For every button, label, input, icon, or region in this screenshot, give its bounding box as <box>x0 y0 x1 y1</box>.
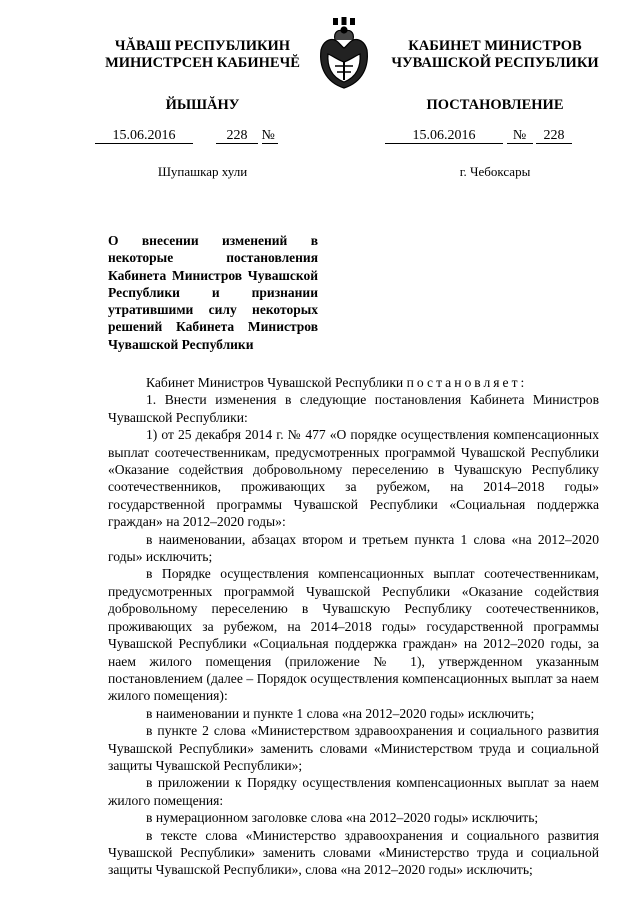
right-number-sign: № <box>507 128 533 144</box>
right-date: 15.06.2016 <box>385 128 503 144</box>
left-title-line-1: ЧĂВАШ РЕСПУБЛИКИН <box>114 38 291 54</box>
paragraph-7: в приложении к Порядку осуществления компенсационных выплат за наем жилого помещения: <box>108 775 599 808</box>
paragraph-8: в нумерационном заголовке слова «на 2012–2020 годы» исключить; <box>146 810 539 826</box>
document-title: О внесении изменений в некоторые постановления Кабинета Министров Чувашской Республики и признании утратившими силу некоторых решений Кабинета Министров Чувашской Республики <box>108 233 318 352</box>
intro-lead: Кабинет Министров Чувашской Республики <box>146 375 404 390</box>
right-city: г. Чебоксары <box>459 164 531 179</box>
right-header <box>385 38 605 72</box>
left-city: Шупашкар хули <box>157 164 248 179</box>
republic-emblem-icon <box>315 16 373 92</box>
paragraph-9: в тексте слова «Министерство здравоохранения и социального развития Чувашской Республики» заменить словами «Министерство труда и социальной защиты Чувашской Республики», слова «на 2012–2020 годы» исключить; <box>108 827 599 878</box>
paragraph-1: 1. Внести изменения в следующие постановления Кабинета Министров Чувашской Республики: <box>108 392 599 425</box>
paragraph-6: в пункте 2 слова «Министерством здравоохранения и социального развития Чувашской Республики» заменить словами «Министерством труда и социальной защиты Чувашской Республики»; <box>108 723 599 773</box>
right-title-line-1: КАБИНЕТ МИНИСТРОВ <box>408 38 582 54</box>
paragraph-5: в наименовании и пункте 1 слова «на 2012–2020 годы» исключить; <box>146 705 535 721</box>
right-title-line-2: ЧУВАШСКОЙ РЕСПУБЛИКИ <box>391 55 599 71</box>
intro-verb: постановляет: <box>406 375 528 390</box>
left-date-line <box>95 128 310 146</box>
paragraph-2: 1) от 25 декабря 2014 г. № 477 «О порядке осуществления компенсационных выплат соотечественникам, предусмотренных программой Чувашской Республики «Оказание содействия добровольному переселению в Чувашскую Республику соотечественников, проживающих за рубежом, на 2014–2018 годы» государственной программы Чувашской Республики «Социальная поддержка граждан» на 2012–2020 годы»: <box>108 427 599 530</box>
left-number: 228 <box>216 128 258 144</box>
left-header <box>95 38 310 72</box>
intro-paragraph <box>108 374 599 391</box>
right-number: 228 <box>536 128 572 144</box>
left-title-line-2: МИНИСТРСЕН КАБИНЕЧĔ <box>105 55 300 71</box>
left-date: 15.06.2016 <box>95 128 193 144</box>
document-body <box>108 374 599 879</box>
paragraph-4: в Порядке осуществления компенсационных выплат соотечественникам, предусмотренных программой Чувашской Республики «Оказание содействия добровольному переселению в Чувашскую Республику соотечественников, проживающих за рубежом, на 2014–2018 годы» государственной программы Чувашской Республики «Социальная поддержка граждан» на 2012–2020 годы, за наем жилого помещения (приложение № 1), утвержденном указанным постановлением (далее – Порядок осуществления компенсационных выплат за наем жилого помещения): <box>108 566 599 704</box>
paragraph-3: в наименовании, абзацах втором и третьем пункта 1 слова «на 2012–2020 годы» исключить; <box>108 531 599 565</box>
right-doc-type: ПОСТАНОВЛЕНИЕ <box>426 97 564 113</box>
left-number-sign: № <box>262 128 278 144</box>
left-doc-type: ЙЫШĂНУ <box>165 97 240 113</box>
right-date-line <box>385 128 605 146</box>
